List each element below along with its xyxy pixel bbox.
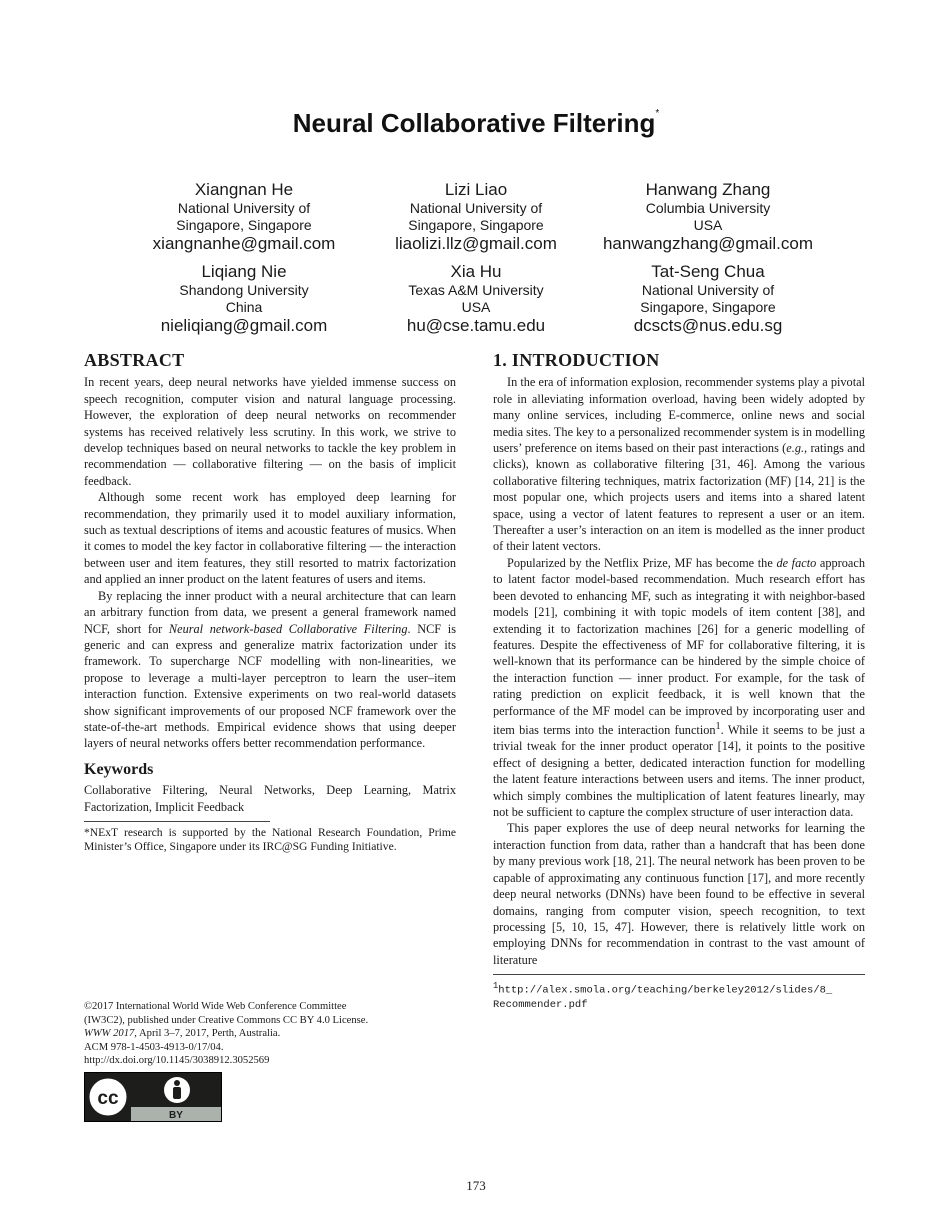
footnote-mark: 1 bbox=[715, 720, 721, 732]
author-location: China bbox=[225, 299, 263, 315]
author-affiliation: National University of bbox=[641, 282, 775, 298]
abstract-paragraph-3 bbox=[84, 588, 456, 752]
intro-p1-end: ratings and clicks), known as collaborative filtering [31, 46]. Among the various collaborative filtering techniques, matrix factorization (MF) [14, 21] is the most popular one, which projects users and items into a shared latent space, using a vector of latent features to represent a user or an item. Thereafter a user’s interaction on an item is modelled as the inner product of their latent vectors. bbox=[493, 441, 865, 554]
author-card bbox=[360, 262, 592, 336]
copyright-line-1: ©2017 International World Wide Web Conference Committee bbox=[84, 1001, 347, 1012]
author-location: Singapore, Singapore bbox=[176, 217, 312, 233]
author-block bbox=[128, 180, 824, 344]
author-email: xiangnanhe@gmail.com bbox=[152, 234, 336, 253]
author-row-1 bbox=[128, 180, 824, 254]
footnote-divider-right bbox=[493, 974, 865, 975]
author-location: USA bbox=[461, 299, 491, 315]
doi-link[interactable]: http://dx.doi.org/10.1145/3038912.3052569 bbox=[84, 1055, 270, 1067]
paper-title-text: Neural Collaborative Filtering bbox=[292, 108, 656, 138]
intro-p2-middle: approach to latent factor model-based recommendation. Much research effort has been devoted to enhancing MF, such as integrating it with neighbor-based models [21], combining it with topic models of item content [38], and extending it to factorization machines [26] for a generic modelling of features. Despite the effectiveness of MF for collaborative filtering, it is well-known that its performance can be hindered by the simple choice of the interaction function — inner product. For example, for the task of rating prediction on explicit feedback, it is well known that the performance of the MF model can be improved by incorporating user and item bias terms into the interaction function bbox=[493, 555, 865, 738]
keywords-heading: Keywords bbox=[84, 760, 154, 778]
author-email: liaolizi.llz@gmail.com bbox=[395, 234, 557, 253]
author-row-2 bbox=[128, 262, 824, 336]
abstract-paragraph-1: In recent years, deep neural networks have yielded immense success on speech recognition, computer vision and natural language processing. However, the exploration of deep neural networks on recommender systems has received relatively less scrutiny. In this work, we strive to develop techniques based on neural networks to tackle the key problem in recommendation — collaborative filtering — on the basis of implicit feedback. bbox=[84, 375, 456, 488]
introduction-heading: 1. INTRODUCTION bbox=[493, 350, 660, 370]
author-affiliation: Columbia University bbox=[645, 200, 771, 216]
author-affiliation: Shandong University bbox=[179, 282, 309, 298]
abstract-paragraph-2: Although some recent work has employed deep learning for recommendation, they primarily used it to model auxiliary information, such as textual descriptions of items and acoustic features of musics. When it comes to model the key factor in collaborative filtering — the interaction between user and item features, they still resorted to matrix factorization and applied an inner product on the latent features of users and items. bbox=[84, 490, 456, 587]
author-card bbox=[592, 180, 824, 254]
intro-paragraph-3: This paper explores the use of deep neural networks for learning the interaction function from data, rather than a handcraft that has been done by many previous work [18, 21]. The neural network has been proven to be capable of approximating any continuous function [17], and more recently deep neural networks (DNNs) have been found to be effective in several domains, ranging from computer vision, speech recognition, to text processing [5, 10, 15, 47]. However, there is relatively little work on employing DNNs for recommendation in contrast to the vast amount of literature bbox=[493, 821, 865, 967]
author-name: Tat-Seng Chua bbox=[651, 262, 765, 281]
author-email: nieliqiang@gmail.com bbox=[160, 316, 328, 335]
footnote-funding: *NExT research is supported by the National Research Foundation, Prime Minister’s Office, Singapore under its IRC@SG Funding Initiative. bbox=[84, 825, 456, 853]
abstract-p3-start: By replacing the inner product with a neural architecture that can learn an arbitrary function from data, we present a general framework named NCF, short for bbox=[84, 588, 456, 636]
author-card bbox=[592, 262, 824, 336]
author-email: hu@cse.tamu.edu bbox=[406, 316, 546, 335]
intro-p1-start: In the era of information explosion, recommender systems play a pivotal role in alleviating information overload, having been widely adopted by many online services, including E-commerce, online news and social media sites. The key to a personalized recommender system is in modelling users’ preference on items based on their past interactions ( bbox=[493, 375, 865, 456]
copyright-line-4: ACM 978-1-4503-4913-0/17/04. bbox=[84, 1041, 224, 1053]
copyright-line-3 bbox=[84, 1027, 456, 1041]
author-card bbox=[360, 180, 592, 254]
cc-by-license-icon bbox=[84, 1072, 222, 1122]
author-name: Xia Hu bbox=[450, 262, 502, 281]
author-location: Singapore, Singapore bbox=[640, 299, 776, 315]
intro-p2-start: Popularized by the Netflix Prize, MF has become the bbox=[507, 555, 777, 570]
intro-p1-emphasis: e.g., bbox=[786, 441, 808, 456]
author-email: dcscts@nus.edu.sg bbox=[633, 316, 783, 335]
conference-name: WWW 2017, bbox=[84, 1028, 137, 1040]
person-head-icon bbox=[174, 1080, 180, 1086]
footnote-url-line-2: Recommender.pdf bbox=[493, 998, 588, 1011]
conference-date: April 3–7, 2017, Perth, Australia. bbox=[136, 1028, 281, 1040]
author-location: Singapore, Singapore bbox=[408, 217, 544, 233]
cc-label: cc bbox=[97, 1088, 119, 1109]
author-name: Liqiang Nie bbox=[201, 262, 287, 281]
author-affiliation: National University of bbox=[409, 200, 543, 216]
paper-title bbox=[0, 108, 952, 139]
author-name: Lizi Liao bbox=[444, 180, 508, 199]
keywords-text: Collaborative Filtering, Neural Networks, Deep Learning, Matrix Factorization, Implicit Feedback bbox=[84, 783, 456, 814]
author-name: Xiangnan He bbox=[194, 180, 294, 199]
copyright-block bbox=[84, 1000, 456, 1068]
by-label: BY bbox=[169, 1110, 183, 1121]
author-name: Hanwang Zhang bbox=[645, 180, 771, 199]
abstract-p3-emphasis: Neural network-based Collaborative Filtering bbox=[168, 621, 408, 636]
footnote-url-mark: 1 bbox=[493, 981, 499, 992]
footnote-divider bbox=[84, 821, 270, 822]
author-card bbox=[128, 262, 360, 336]
abstract-heading: ABSTRACT bbox=[84, 350, 185, 370]
intro-p2-end: . While it seems to be just a trivial tweak for the inner product operator [14], it points to the positive effect of designing a better, dedicated interaction function for modelling the latent feature interactions between users and items. The inner product, which simply combines the multiplication of latent features linearly, may not be sufficient to capture the complex structure of user interaction data. bbox=[493, 723, 865, 820]
footnote-url-line-1: http://alex.smola.org/teaching/berkeley2012/slides/8_ bbox=[498, 984, 833, 997]
intro-paragraph-2 bbox=[493, 555, 865, 821]
footnote-url bbox=[493, 979, 865, 1012]
author-affiliation: Texas A&M University bbox=[408, 282, 544, 298]
author-email: hanwangzhang@gmail.com bbox=[602, 234, 814, 253]
left-column bbox=[84, 352, 456, 854]
author-affiliation: National University of bbox=[177, 200, 311, 216]
author-location: USA bbox=[693, 217, 723, 233]
intro-paragraph-1 bbox=[493, 374, 865, 554]
intro-p2-emphasis: de facto bbox=[776, 555, 817, 570]
author-card bbox=[128, 180, 360, 254]
title-footnote-mark: * bbox=[655, 108, 660, 119]
page-number: 173 bbox=[466, 1178, 486, 1193]
abstract-p3-end: . NCF is generic and can express and generalize matrix factorization under its framework. To supercharge NCF modelling with non-linearities, we propose to leverage a multi-layer perceptron to learn the user–item interaction function. Extensive experiments on two real-world datasets show significant improvements of our proposed NCF framework over the state-of-the-art methods. Empirical evidence shows that using deeper layers of neural networks offers better recommendation performance. bbox=[84, 621, 456, 751]
copyright-line-2: (IW3C2), published under Creative Commons CC BY 4.0 License. bbox=[84, 1014, 369, 1026]
right-column bbox=[493, 352, 865, 1012]
person-body-icon bbox=[173, 1087, 181, 1099]
